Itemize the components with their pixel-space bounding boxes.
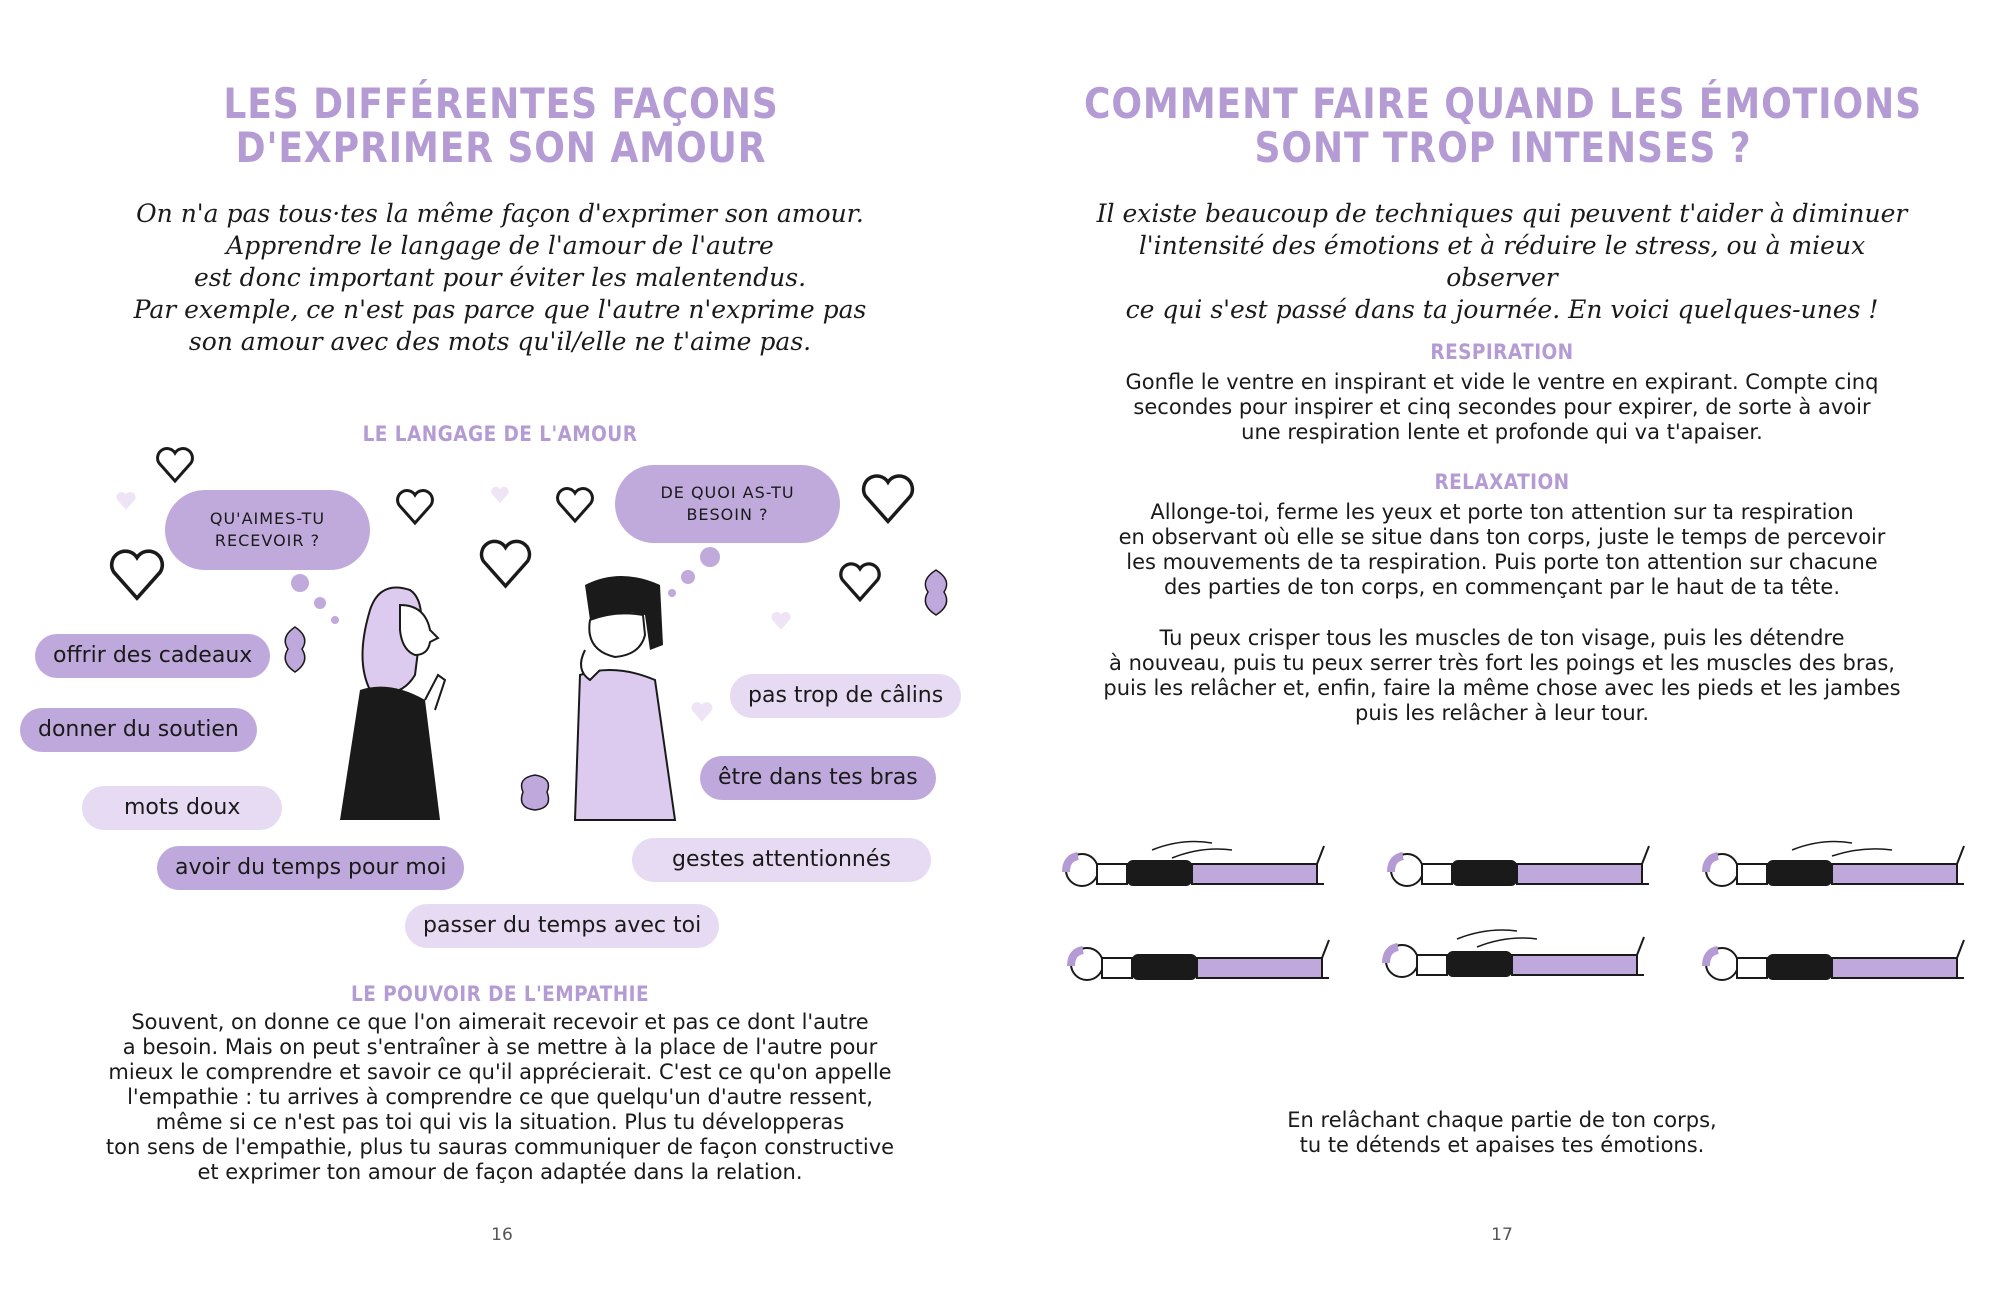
heart-icon xyxy=(555,485,595,525)
right-title-line2: SONT TROP INTENSES ? xyxy=(1254,123,1752,172)
lying-figure-5 xyxy=(1372,925,1652,989)
subtitle-respiration: RESPIRATION xyxy=(1430,340,1574,364)
right-title-line1: COMMENT FAIRE QUAND LES ÉMOTIONS xyxy=(1083,79,1923,128)
butterfly-icon xyxy=(515,770,555,815)
subtitle-langage: LE LANGAGE DE L'AMOUR xyxy=(362,422,638,446)
closing-text: En relâchant chaque partie de ton corps, tu te détends et apaises tes émotions. xyxy=(1287,1108,1717,1157)
lying-figure-1 xyxy=(1052,838,1332,898)
thought-bubble-right: DE QUOI AS-TU BESOIN ? xyxy=(615,465,840,543)
butterfly-icon xyxy=(280,622,310,677)
subtitle-empathie: LE POUVOIR DE L'EMPATHIE xyxy=(350,982,650,1006)
left-intro: On n'a pas tous·tes la même façon d'exprimer son amour. Apprendre le langage de l'amour de l'autre est donc important pour éviter les malentendus. Par exemple, ce n'est pas parce que l'autre n'exprime pas son amour avec des mots qu'il/elle ne t'aime pas. xyxy=(133,199,867,356)
lying-figure-3 xyxy=(1692,838,1972,898)
tag-avoir-du-temps-pour-moi: avoir du temps pour moi xyxy=(157,846,464,890)
heart-icon xyxy=(770,610,792,632)
left-title-line2: D'EXPRIMER SON AMOUR xyxy=(235,123,767,172)
respiration-text: Gonfle le ventre en inspirant et vide le ventre en expirant. Compte cinq secondes pour inspirer et cinq secondes pour expirer, de sorte à avoir une respiration lente et profonde qui va t'apaiser. xyxy=(1125,370,1879,444)
person-left-illustration xyxy=(330,580,470,820)
page-number-left: 16 xyxy=(491,1225,513,1245)
lying-figure-4 xyxy=(1057,932,1337,992)
heart-icon xyxy=(108,545,166,605)
relaxation-text-1: Allonge-toi, ferme les yeux et porte ton attention sur ta respiration en observant où elle se situe dans ton corps, juste le temps de percevoir les mouvements de ta respiration. Puis porte ton attention sur chacune des parties de ton corps, en commençant par le haut de ta tête. xyxy=(1118,500,1886,599)
heart-icon xyxy=(395,487,435,527)
empathie-text: Souvent, on donne ce que l'on aimerait recevoir et pas ce dont l'autre a besoin. Mais on peut s'entraîner à se mettre à la place de l'autre pour mieux le comprendre et savoir ce qu'il apprécierait. C'est ce qu'on appelle l'empathie : tu arrives à comprendre ce que quelqu'un d'autre ressent, même si ce n'est pas toi qui vis la situation. Plus tu développeras ton sens de l'empathie, plus tu sauras communiquer de façon constructive et exprimer ton amour de façon adaptée dans la relation. xyxy=(105,1010,895,1184)
butterfly-icon xyxy=(920,565,952,620)
heart-icon xyxy=(838,560,882,604)
tag-gestes-attentionnes: gestes attentionnés xyxy=(632,838,931,882)
right-intro: Il existe beaucoup de techniques qui peuvent t'aider à diminuer l'intensité des émotions et à réduire le stress, ou à mieux observer ce qui s'est passé dans ta journée. En voici quelques-unes ! xyxy=(1096,199,1908,324)
lying-figure-6 xyxy=(1692,932,1972,992)
tag-pas-trop-de-calins: pas trop de câlins xyxy=(730,674,961,718)
lying-figure-2 xyxy=(1377,838,1657,898)
thought-bubble-left: QU'AIMES-TU RECEVOIR ? xyxy=(165,490,370,570)
tag-donner-du-soutien: donner du soutien xyxy=(20,708,257,752)
heart-icon xyxy=(115,490,137,512)
heart-icon xyxy=(860,470,916,528)
person-right-illustration xyxy=(555,575,695,820)
subtitle-relaxation: RELAXATION xyxy=(1434,470,1570,494)
right-page xyxy=(1002,0,2004,1293)
tag-mots-doux: mots doux xyxy=(82,786,282,830)
tag-offrir-des-cadeaux: offrir des cadeaux xyxy=(35,634,270,678)
tag-etre-dans-tes-bras: être dans tes bras xyxy=(700,756,936,800)
left-title-line1: LES DIFFÉRENTES FAÇONS xyxy=(223,79,779,128)
tag-passer-du-temps-avec-toi: passer du temps avec toi xyxy=(405,904,719,948)
relaxation-text-2: Tu peux crisper tous les muscles de ton visage, puis les détendre à nouveau, puis tu peux serrer très fort les poings et les muscles des bras, puis les relâcher et, enfin, faire la même chose avec les pieds et les jambes puis les relâcher à leur tour. xyxy=(1103,626,1901,725)
page-number-right: 17 xyxy=(1491,1225,1513,1245)
heart-icon xyxy=(478,535,533,593)
heart-icon xyxy=(155,445,195,485)
heart-icon xyxy=(490,485,510,505)
